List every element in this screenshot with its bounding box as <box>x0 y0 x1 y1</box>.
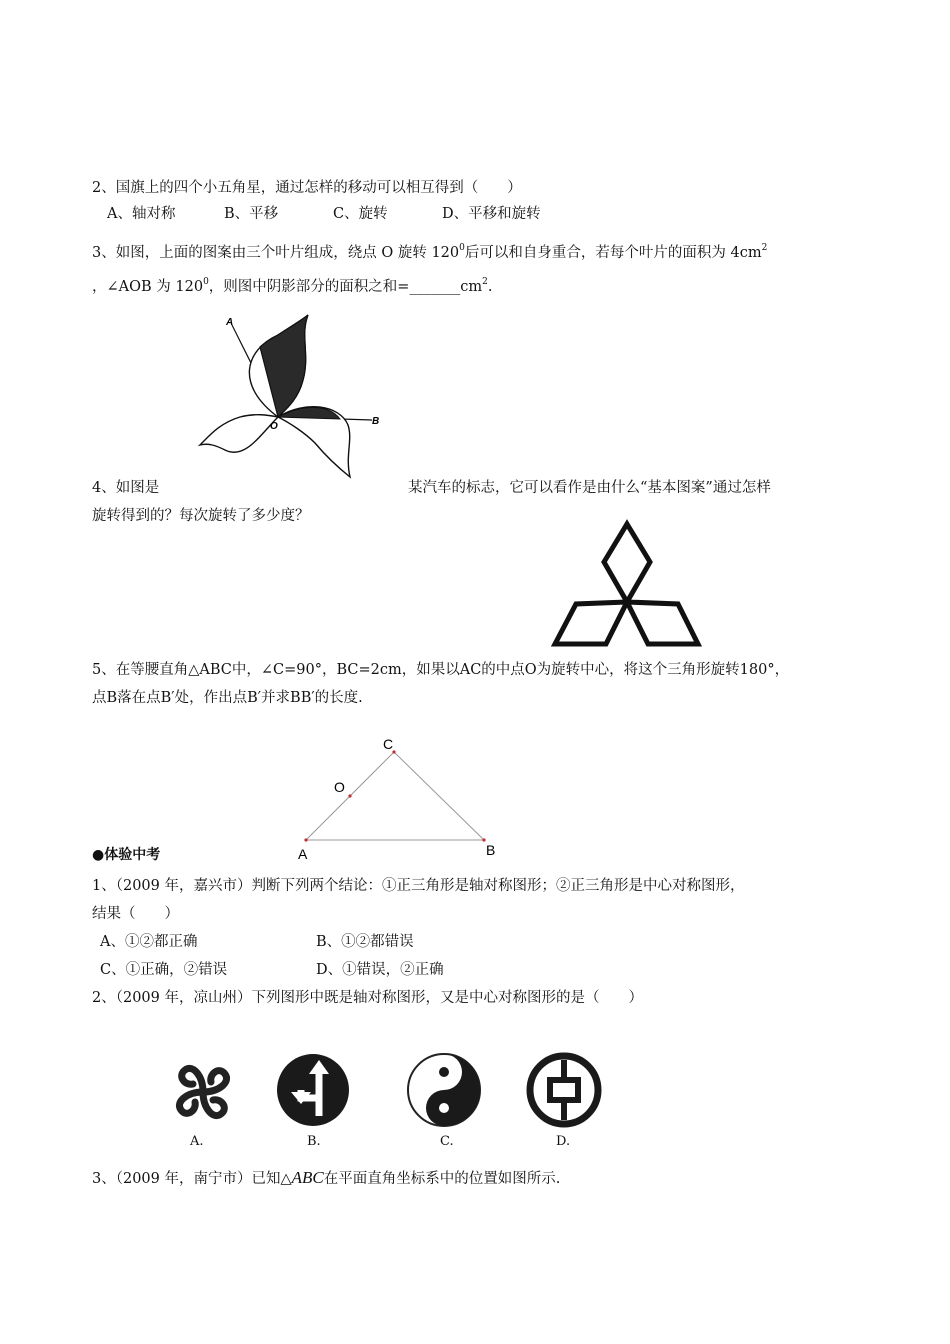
zk1-option-c: C、①正确，②错误 <box>100 962 228 978</box>
q2-option-b: B、平移 <box>224 206 279 222</box>
zk3-line <box>92 1168 560 1189</box>
label-o: O <box>334 779 345 795</box>
zk1-option-a: A、①②都正确 <box>100 934 198 950</box>
zk1-option-d: D、①错误，②正确 <box>316 962 444 978</box>
q3-line1-suffix: 后可以和自身重合，若每个叶片的面积为 4cm <box>464 245 762 261</box>
label-c: C <box>383 736 394 752</box>
q2-option-d: D、平移和旋转 <box>442 206 541 222</box>
q3-square-mark: 2 <box>761 243 768 253</box>
q3-degree-mark-2: 0 <box>203 277 209 287</box>
q3-line1 <box>92 238 767 263</box>
choice-c-yin-yang-icon <box>404 1052 484 1128</box>
choice-d-label: D. <box>556 1134 571 1149</box>
zk1-option-b: B、①②都错误 <box>316 934 414 950</box>
choice-b-traffic-sign-icon <box>275 1052 351 1128</box>
choice-b-label: B. <box>307 1134 321 1149</box>
zk1-line1: 1、（2009 年，嘉兴市）判断下列两个结论：①正三角形是轴对称图形；②正三角形是中心对称图形， <box>92 878 745 894</box>
q5-line1: 5、在等腰直角△ABC中，∠C=90°，BC=2cm，如果以AC的中点O为旋转中心，将这个三角形旋转180°， <box>92 662 790 678</box>
q3-line2 <box>92 272 492 297</box>
zk3-prefix: 3、（2009 年，南宁市）已知△ <box>92 1171 292 1187</box>
label-a: A <box>226 317 234 328</box>
label-a: A <box>298 846 308 862</box>
q4-line1-b: 某汽车的标志，它可以看作是由什么“基本图案”通过怎样 <box>408 480 771 496</box>
q3-square-mark-2: 2 <box>482 277 488 287</box>
car-logo-figure <box>550 518 705 650</box>
q2-option-c: C、旋转 <box>333 206 388 222</box>
q3-line2-end: . <box>487 279 493 295</box>
section-title: ●体验中考 <box>92 847 161 863</box>
label-b: B <box>372 416 380 427</box>
choice-d-coin-logo-icon <box>526 1052 602 1128</box>
q3-line1-prefix: 3、如图，上面的图案由三个叶片组成，绕点 O 旋转 120 <box>92 245 460 261</box>
q4-line1-a: 4、如图是 <box>92 480 160 496</box>
label-o: O <box>270 421 278 432</box>
q4-line2: 旋转得到的？每次旋转了多少度？ <box>92 508 310 524</box>
q3-line2-prefix: ，∠AOB 为 120 <box>92 279 204 295</box>
q3-line2-mid: ，则图中阴影部分的面积之和=_______cm <box>208 279 483 295</box>
three-leaf-figure <box>190 305 390 480</box>
label-b: B <box>486 842 496 858</box>
q2-stem: 2、国旗上的四个小五角星，通过怎样的移动可以相互得到（ ） <box>92 180 522 196</box>
q2-option-a: A、轴对称 <box>107 206 176 222</box>
zk1-line2: 结果（ ） <box>92 906 179 922</box>
q3-degree-mark: 0 <box>459 243 465 253</box>
zk2-stem: 2、（2009 年，凉山州）下列图形中既是轴对称图形，又是中心对称图形的是（ ） <box>92 990 643 1006</box>
zk3-suffix: 在平面直角坐标系中的位置如图所示. <box>323 1171 561 1187</box>
choice-c-label: C. <box>440 1134 454 1149</box>
choice-a-knot-icon <box>163 1056 243 1128</box>
zk3-abc: ABC <box>291 1168 324 1187</box>
q5-line2: 点B落在点B′处，作出点B′并求BB′的长度. <box>92 690 363 706</box>
triangle-abc-figure <box>290 732 510 864</box>
choice-a-label: A. <box>190 1134 204 1149</box>
